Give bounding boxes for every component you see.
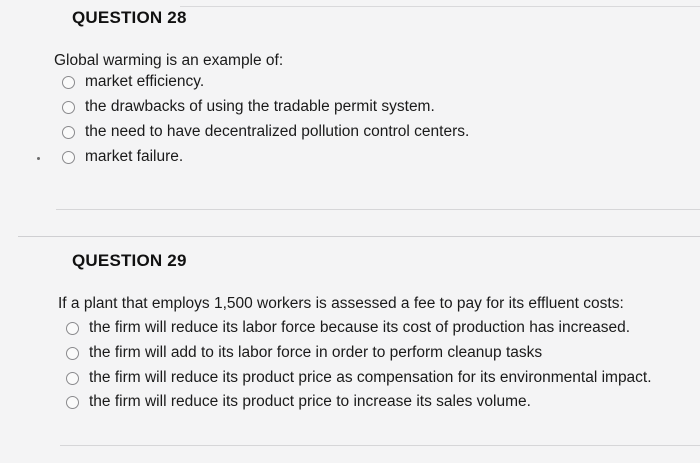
option-label: the firm will reduce its labor force because its cost of production has increased. — [89, 319, 631, 336]
radio-button[interactable] — [62, 151, 75, 164]
question-29-option-3[interactable] — [66, 369, 652, 387]
stray-mark — [37, 157, 40, 160]
question-29-prompt: If a plant that employs 1,500 workers is assessed a fee to pay for its effluent costs: — [58, 295, 624, 312]
question-29-option-2[interactable] — [66, 344, 542, 362]
question-29-option-4[interactable] — [66, 393, 531, 411]
radio-button[interactable] — [66, 372, 79, 385]
question-separator — [18, 236, 700, 237]
option-label: the firm will add to its labor force in order to perform cleanup tasks — [89, 344, 543, 361]
radio-button[interactable] — [66, 396, 79, 409]
question-29-header: QUESTION 29 — [72, 251, 187, 270]
radio-button[interactable] — [62, 101, 75, 114]
question-28-option-1[interactable] — [62, 73, 204, 91]
question-28-option-2[interactable] — [62, 98, 435, 116]
option-label: the need to have decentralized pollution control centers. — [85, 123, 470, 140]
question-28-option-3[interactable] — [62, 123, 469, 141]
option-label: market failure. — [85, 148, 184, 165]
question-28-bottom-divider — [56, 209, 700, 210]
radio-button[interactable] — [62, 126, 75, 139]
option-label: market efficiency. — [85, 73, 205, 90]
option-label: the firm will reduce its product price as compensation for its environmental impact. — [89, 369, 652, 386]
question-28-option-4[interactable] — [62, 148, 183, 166]
option-label: the drawbacks of using the tradable permit system. — [85, 98, 435, 115]
option-label: the firm will reduce its product price to increase its sales volume. — [89, 393, 531, 410]
radio-button[interactable] — [66, 347, 79, 360]
radio-button[interactable] — [66, 322, 79, 335]
question-29-option-1[interactable] — [66, 319, 630, 337]
question-28-prompt: Global warming is an example of: — [54, 52, 284, 69]
question-28-header: QUESTION 28 — [72, 8, 187, 27]
question-29-bottom-divider — [60, 445, 700, 446]
top-divider — [180, 6, 700, 7]
radio-button[interactable] — [62, 76, 75, 89]
